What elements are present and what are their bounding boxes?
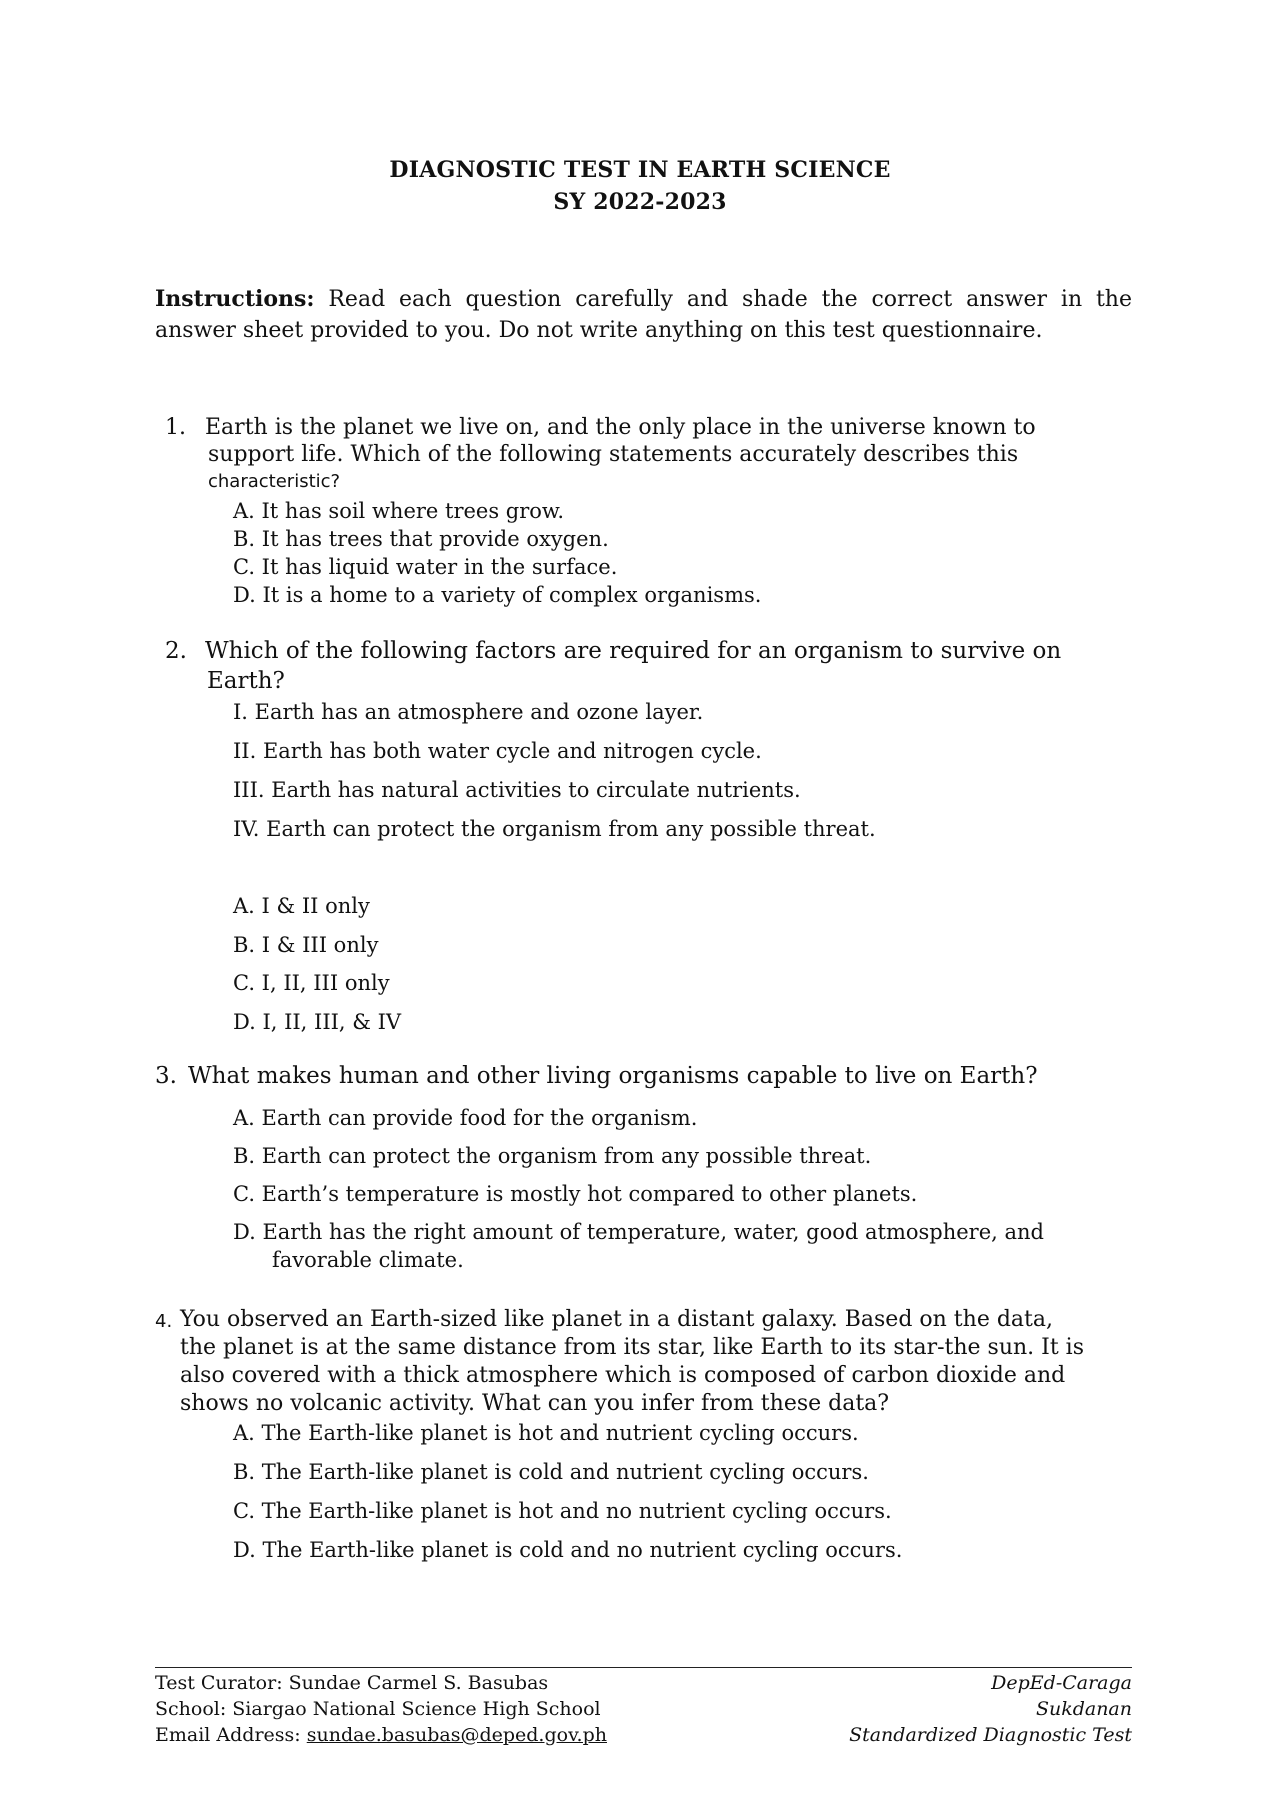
question-text-line: the planet is at the same distance from its star, like Earth to its star-the sun. It is xyxy=(180,1335,1085,1360)
footer-divider xyxy=(155,1667,1132,1668)
page-title: DIAGNOSTIC TEST IN EARTH SCIENCE xyxy=(389,157,891,183)
footer-brand: Sukdanan xyxy=(1035,1698,1132,1720)
option-b: B. The Earth-like planet is cold and nutrient cycling occurs. xyxy=(233,1460,869,1484)
option-b: B. I & III only xyxy=(233,933,379,957)
option-a: A. It has soil where trees grow. xyxy=(233,499,565,523)
question-text-line: also covered with a thick atmosphere which is composed of carbon dioxide and xyxy=(180,1363,1066,1388)
option-d: D. It is a home to a variety of complex organisms. xyxy=(233,583,762,607)
page-subtitle: SY 2022-2023 xyxy=(553,189,727,215)
question-text-line: Which of the following factors are required for an organism to survive on xyxy=(205,638,1062,664)
question-text-line: Earth is the planet we live on, and the only place in the universe known to xyxy=(205,415,1036,440)
question-number: 3. xyxy=(155,1063,177,1089)
statement-i: I. Earth has an atmosphere and ozone layer. xyxy=(233,700,704,724)
option-a: A. I & II only xyxy=(233,894,370,918)
option-d: D. Earth has the right amount of temperature, water, good atmosphere, and xyxy=(233,1220,1044,1244)
question-text-line: characteristic? xyxy=(208,471,341,492)
option-c: C. The Earth-like planet is hot and no nutrient cycling occurs. xyxy=(233,1499,892,1523)
option-c: C. I, II, III only xyxy=(233,971,390,995)
instructions xyxy=(155,284,1132,346)
option-b: B. Earth can protect the organism from any possible threat. xyxy=(233,1144,872,1168)
question-text-line: support life. Which of the following statements accurately describes this xyxy=(208,442,1019,467)
footer-email-line xyxy=(155,1722,607,1748)
option-d: D. I, II, III, & IV xyxy=(233,1010,402,1034)
footer-email-label: Email Address: xyxy=(155,1724,307,1746)
option-c: C. It has liquid water in the surface. xyxy=(233,555,618,579)
statement-ii: II. Earth has both water cycle and nitrogen cycle. xyxy=(233,739,762,763)
footer-school: School: Siargao National Science High School xyxy=(155,1698,601,1720)
question-text-line: Earth? xyxy=(207,668,285,694)
option-b: B. It has trees that provide oxygen. xyxy=(233,527,609,551)
footer-org: DepEd-Caraga xyxy=(991,1672,1132,1694)
statement-iii: III. Earth has natural activities to circulate nutrients. xyxy=(233,778,801,802)
footer-test-name: Standardized Diagnostic Test xyxy=(849,1724,1132,1746)
footer-credits xyxy=(155,1670,607,1748)
question-number: 1. xyxy=(165,415,186,440)
question-number: 4. xyxy=(155,1311,173,1332)
footer-email-link[interactable]: sundae.basubas@deped.gov.ph xyxy=(306,1724,607,1746)
option-d: D. The Earth-like planet is cold and no nutrient cycling occurs. xyxy=(233,1538,903,1562)
option-c: C. Earth’s temperature is mostly hot compared to other planets. xyxy=(233,1182,918,1206)
option-a: A. The Earth-like planet is hot and nutrient cycling occurs. xyxy=(233,1421,859,1445)
instructions-text: Read each question carefully and shade the correct answer in the answer sheet provided to you. Do not write anything on this test questionnaire. xyxy=(155,287,1132,343)
footer-curator: Test Curator: Sundae Carmel S. Basubas xyxy=(155,1672,549,1694)
option-a: A. Earth can provide food for the organism. xyxy=(233,1106,698,1130)
instructions-label: Instructions: xyxy=(155,286,315,312)
option-d-continued: favorable climate. xyxy=(272,1248,464,1272)
question-text-line: What makes human and other living organisms capable to live on Earth? xyxy=(188,1063,1038,1089)
question-text-line: shows no volcanic activity. What can you infer from these data? xyxy=(180,1391,890,1416)
question-number: 2. xyxy=(165,638,187,664)
statement-iv: IV. Earth can protect the organism from any possible threat. xyxy=(233,817,876,841)
question-text-line: You observed an Earth-sized like planet in a distant galaxy. Based on the data, xyxy=(180,1307,1053,1332)
footer-branding xyxy=(849,1670,1132,1748)
